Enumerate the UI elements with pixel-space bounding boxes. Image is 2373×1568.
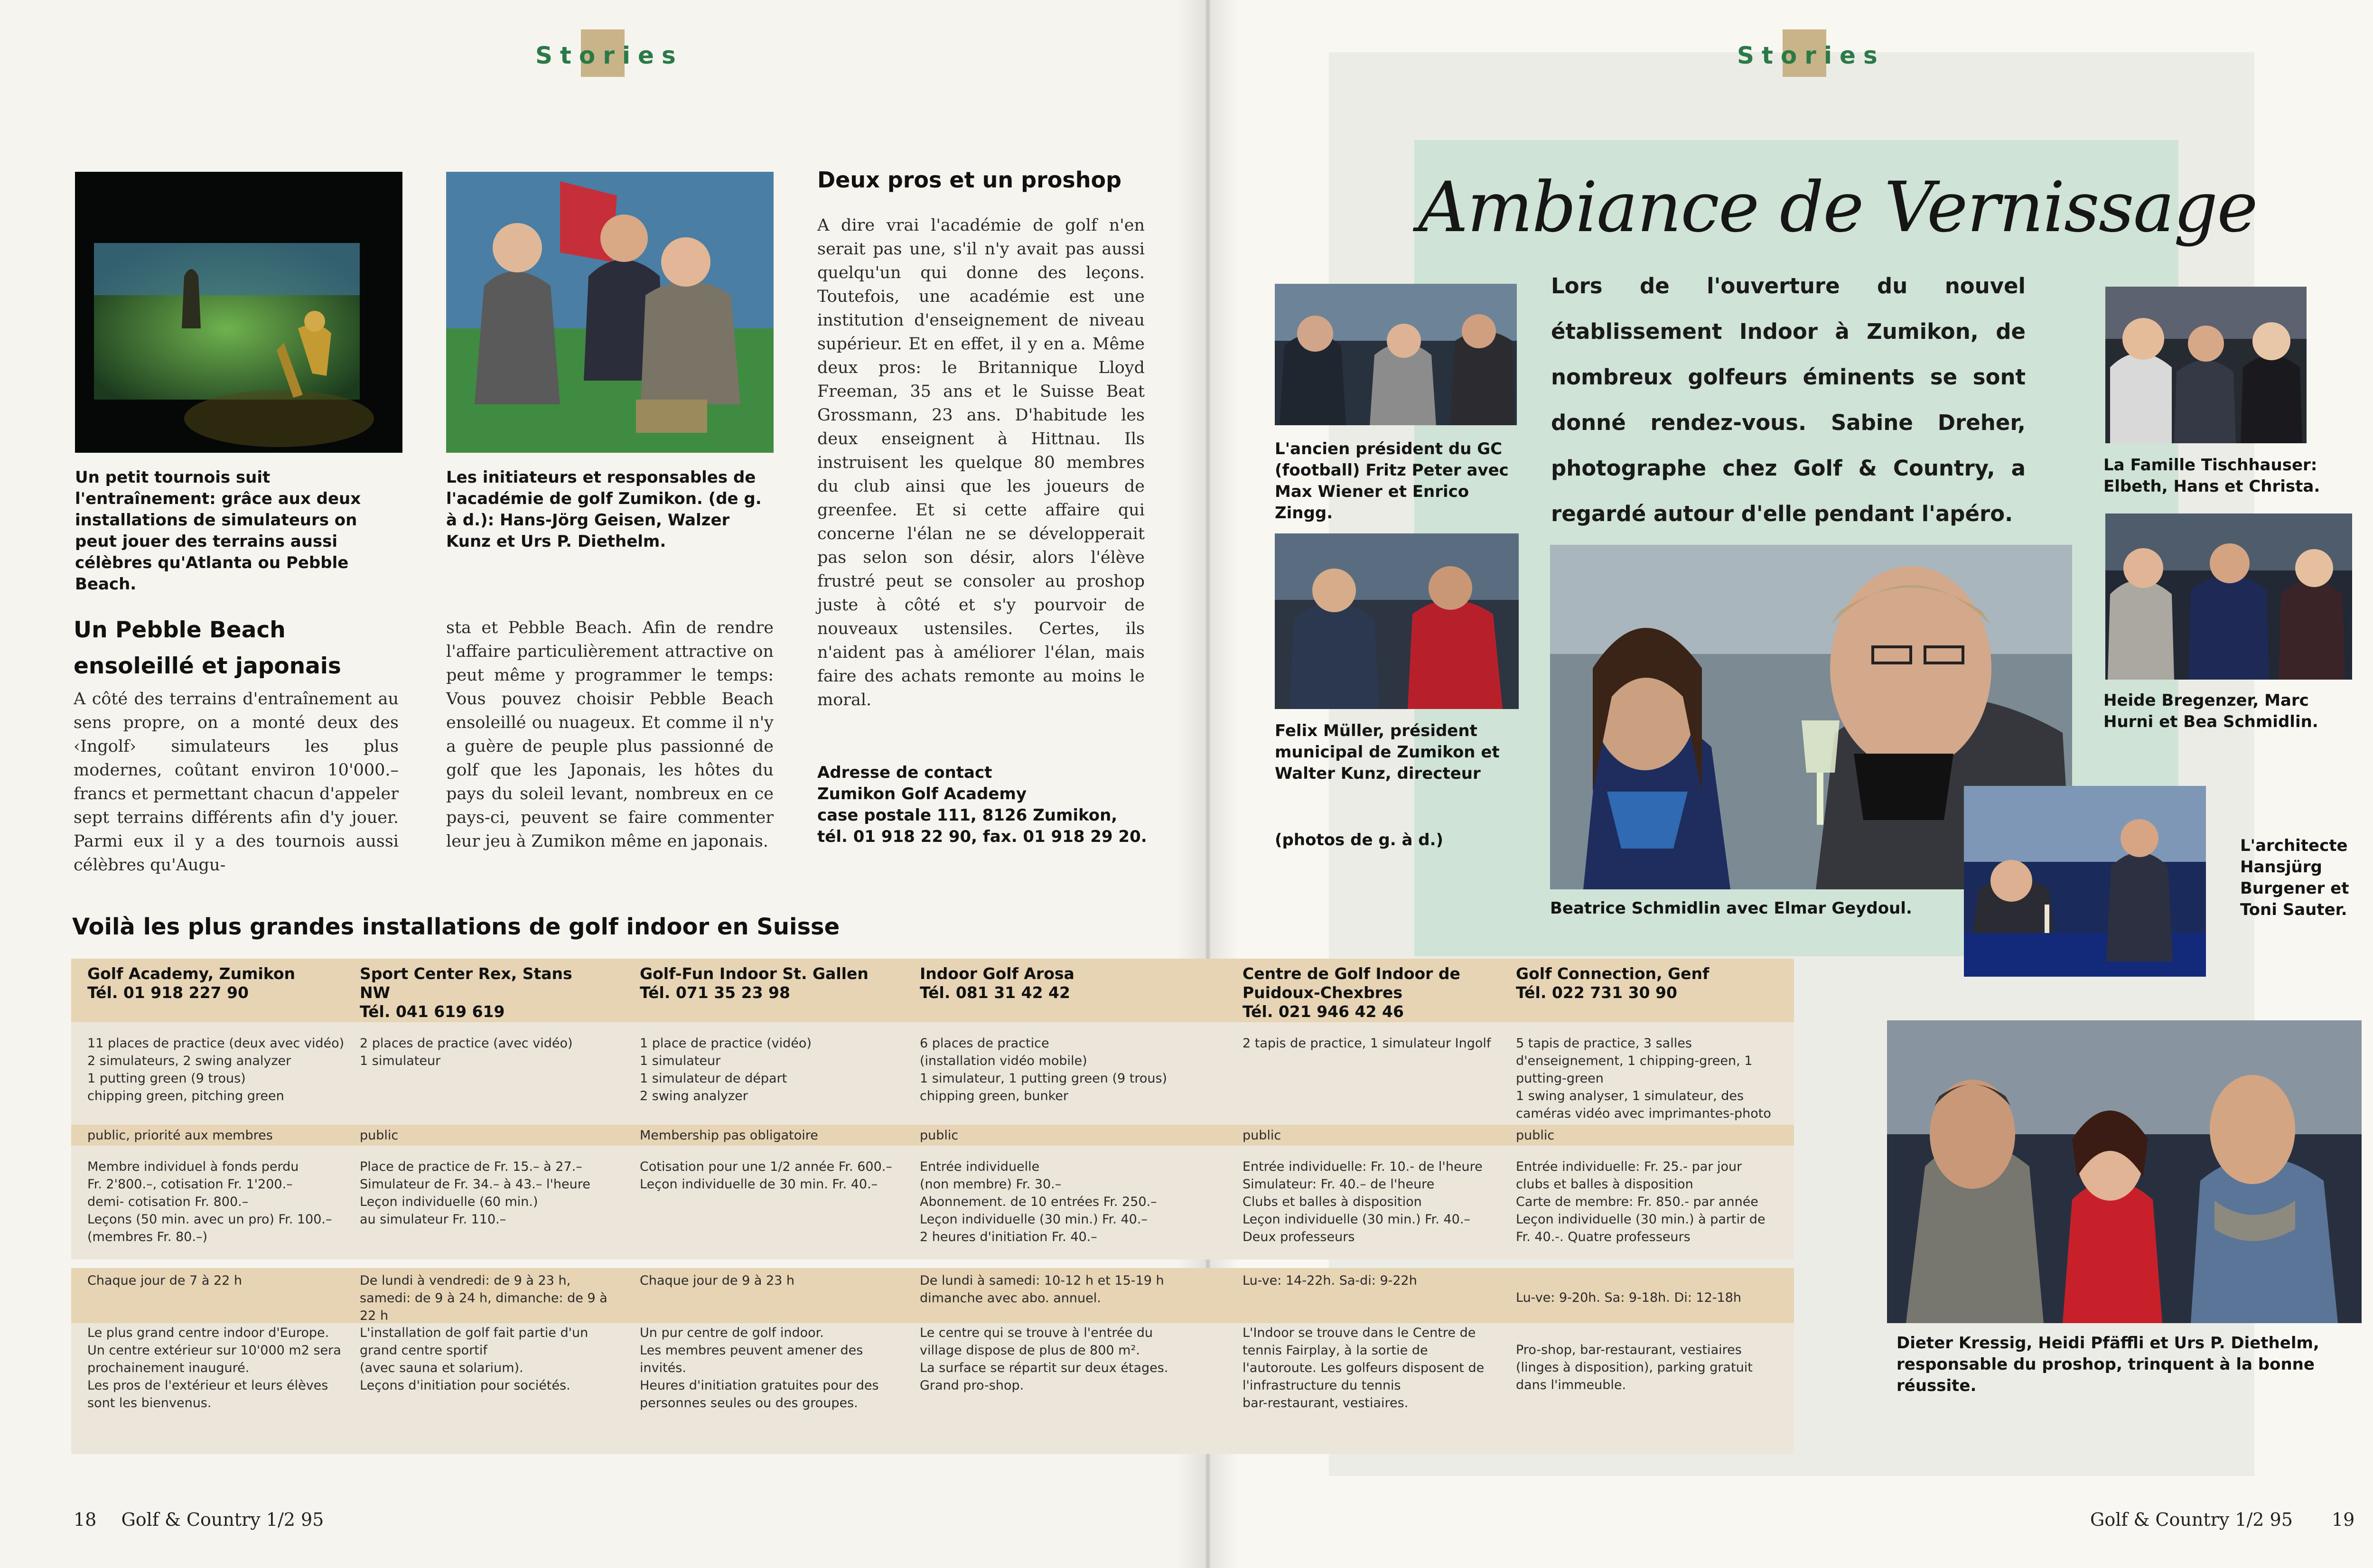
col-head-5 bbox=[1243, 964, 1499, 1021]
cell: De lundi à vendredi: de 9 à 23 h, samedi: de 9 à 24 h, dimanche: de 9 à 22 h bbox=[360, 1273, 607, 1323]
contact-line4: tél. 01 918 22 90, fax. 01 918 29 20. bbox=[817, 827, 1147, 846]
cell: public bbox=[1243, 1128, 1281, 1143]
col-name: Golf Academy, Zumikon bbox=[87, 964, 295, 983]
caption-photo1: Un petit tournois suit l'entraînement: grâce aux deux installations de simulateurs on peut jouer des terrains aussi célèbres qu'Atlanta ou Pebble Beach. bbox=[75, 468, 361, 594]
magazine-name: Golf & Country 1/2 95 bbox=[2090, 1509, 2293, 1530]
cell: public bbox=[360, 1128, 399, 1143]
col-head-4 bbox=[920, 964, 1176, 1002]
cell: Membre individuel à fonds perdu Fr. 2'800.–, cotisation Fr. 1'200.– demi- cotisation Fr. 800.– Leçons (50 min. avec un pro) Fr. 100.– (membres Fr. 80.–) bbox=[87, 1159, 332, 1244]
col-tel: Tél. 071 35 23 98 bbox=[640, 983, 790, 1002]
col-name: Golf Connection, Genf bbox=[1516, 964, 1710, 983]
cell: 6 places de practice (installation vidéo mobile) 1 simulateur, 1 putting green (9 trous) chipping green, bunker bbox=[920, 1036, 1168, 1103]
cell: Lu-ve: 9-20h. Sa: 9-18h. Di: 12-18h bbox=[1516, 1290, 1741, 1305]
article1-heading bbox=[74, 612, 341, 684]
cell: public bbox=[920, 1128, 959, 1143]
col-name: Sport Center Rex, Stans NW bbox=[360, 964, 572, 1002]
cell: L'Indoor se trouve dans le Centre de tennis Fairplay, à la sortie de l'autoroute. Les golfeurs disposent de l'infrastructure du tennis bar-restaurant, vestiaires. bbox=[1243, 1325, 1485, 1410]
section-header bbox=[535, 29, 683, 82]
col-tel: Tél. 01 918 227 90 bbox=[87, 983, 249, 1002]
cell: 2 places de practice (avec vidéo) 1 simulateur bbox=[360, 1036, 573, 1068]
photo-dieter-kressig bbox=[1887, 1020, 2362, 1323]
cell: Chaque jour de 7 à 22 h bbox=[87, 1273, 243, 1288]
cell: De lundi à samedi: 10-12 h et 15-19 h dimanche avec abo. annuel. bbox=[920, 1273, 1164, 1306]
col-name: Indoor Golf Arosa bbox=[920, 964, 1074, 983]
contact-line1: Adresse de contact bbox=[817, 763, 992, 782]
caption-c6: L'architecte Hansjürg Burgener et Toni Sauter. bbox=[2240, 836, 2349, 919]
article1-heading-line1: Un Pebble Beach bbox=[74, 617, 286, 643]
col-tel: Tél. 022 731 30 90 bbox=[1516, 983, 1677, 1002]
contact-line2: Zumikon Golf Academy bbox=[817, 784, 1027, 803]
cell: Un pur centre de golf indoor. Les membres peuvent amener des invités. Heures d'initiation gratuites pour des personnes seules ou des groupes. bbox=[640, 1325, 879, 1410]
magazine-name: Golf & Country 1/2 95 bbox=[121, 1509, 324, 1530]
page-number: 18 bbox=[74, 1509, 97, 1530]
caption-c4: Heide Bregenzer, Marc Hurni et Bea Schmidlin. bbox=[2103, 691, 2318, 731]
article1-column1: A côté des terrains d'entraînement au sens propre, on a monté deux des ‹Ingolf› simulateurs les plus modernes, coûtant environ 10'000.– francs et permettant chacun d'appeler sept terrains différents afin d'y jouer. Parmi eux il y a des tournois aussi célèbres qu'Augu- bbox=[74, 690, 399, 875]
photo-famille-tischhauser bbox=[2105, 287, 2307, 443]
photo-simulator-golfer bbox=[75, 172, 402, 453]
table-title: Voilà les plus grandes installations de golf indoor en Suisse bbox=[72, 914, 840, 940]
caption-c3: La Famille Tischhauser: Elbeth, Hans et Christa. bbox=[2103, 456, 2320, 496]
folio-left bbox=[74, 1509, 324, 1530]
cell: 2 tapis de practice, 1 simulateur Ingolf bbox=[1243, 1036, 1491, 1051]
photo-felix-muller bbox=[1275, 533, 1519, 709]
cell: 5 tapis de practice, 3 salles d'enseignement, 1 chipping-green, 1 putting-green 1 swing analyser, 1 simulateur, des caméras vidéo avec imprimantes-photo bbox=[1516, 1036, 1771, 1121]
photo-president-gc bbox=[1275, 284, 1517, 425]
col-name: Centre de Golf Indoor de Puidoux-Chexbres bbox=[1243, 964, 1460, 1002]
cell: Le plus grand centre indoor d'Europe. Un centre extérieur sur 10'000 m2 sera prochainement inauguré. Les pros de l'extérieur et leurs élèves sont les bienvenus. bbox=[87, 1325, 341, 1410]
cell: Entrée individuelle: Fr. 10.- de l'heure Simulateur: Fr. 40.– de l'heure Clubs et balles à disposition Leçon individuelle (30 min.) Fr. 40.– Deux professeurs bbox=[1243, 1159, 1483, 1244]
col-head-6 bbox=[1516, 964, 1782, 1002]
caption-c7: Dieter Kressig, Heidi Pfäffli et Urs P. Diethelm, responsable du proshop, trinquent à la bonne réussite. bbox=[1897, 1334, 2319, 1395]
cell: Pro-shop, bar-restaurant, vestiaires (linges à disposition), parking gratuit dans l'immeuble. bbox=[1516, 1343, 1753, 1392]
cell: Place de practice de Fr. 15.– à 27.– Simulateur de Fr. 34.– à 43.– l'heure Leçon individuelle (60 min.) au simulateur Fr. 110.– bbox=[360, 1159, 590, 1227]
section-label: Stories bbox=[1737, 42, 1885, 69]
cell: Membership pas obligatoire bbox=[640, 1128, 818, 1143]
col-tel: Tél. 021 946 42 46 bbox=[1243, 1002, 1404, 1021]
cell: public bbox=[1516, 1128, 1555, 1143]
cell: 1 place de practice (vidéo) 1 simulateur 1 simulateur de départ 2 swing analyzer bbox=[640, 1036, 812, 1103]
cell: L'installation de golf fait partie d'un grand centre sportif (avec sauna et solarium). Leçons d'initiation pour sociétés. bbox=[360, 1325, 589, 1393]
cell: Chaque jour de 9 à 23 h bbox=[640, 1273, 795, 1288]
photo-heide-bregenzer bbox=[2105, 513, 2352, 680]
contact-line3: case postale 111, 8126 Zumikon, bbox=[817, 806, 1118, 825]
caption-c1: L'ancien président du GC (football) Fritz Peter avec Max Wiener et Enrico Zingg. bbox=[1275, 439, 1509, 523]
article1-heading-line2: ensoleillé et japonais bbox=[74, 653, 341, 679]
section-header-right bbox=[1737, 29, 1885, 82]
article2-body: A dire vrai l'académie de golf n'en serait pas une, s'il n'y avait pas aussi quelqu'un qui donne des leçons. Toutefois, une académie est une institution d'enseignement de niveau supérieur. Et en effet, il y en a. Même deux pros: le Britannique Lloyd Freeman, 35 ans et le Suisse Beat Grossmann, 23 ans. D'habitude les deux enseignent à Hittnau. Ils instruisent les quelque 80 membres du club ainsi que les joueurs de greenfee. Et si cette affaire qui concerne l'élan ne se développerait pas selon son désir, alors l'élève frustré peut se consoler au proshop juste à côté et s'y pourvoir de nouveaux ustensiles. Certes, ils n'aident pas à améliorer l'élan, mais faire des achats remonte au moins le moral. bbox=[817, 216, 1145, 709]
col-name: Golf-Fun Indoor St. Gallen bbox=[640, 964, 869, 983]
col-head-3 bbox=[640, 964, 896, 1002]
col-tel: Tél. 041 619 619 bbox=[360, 1002, 505, 1021]
cell: public, priorité aux membres bbox=[87, 1128, 273, 1143]
cell: Entrée individuelle: Fr. 25.- par jour clubs et balles à disposition Carte de membre: Fr. 850.- par année Leçon individuelle (30 min.) à partir de Fr. 40.-. Quatre professeurs bbox=[1516, 1159, 1766, 1244]
section-label: Stories bbox=[535, 42, 683, 69]
caption-photo2: Les initiateurs et responsables de l'académie de golf Zumikon. (de g. à d.): Hans-Jörg Geisen, Walzer Kunz et Urs P. Diethelm. bbox=[446, 468, 762, 551]
contact-block bbox=[817, 762, 1178, 848]
cell: Entrée individuelle (non membre) Fr. 30.– Abonnement. de 10 entrées Fr. 250.– Leçon individuelle (30 min.) Fr. 40.– 2 heures d'initiation Fr. 40.– bbox=[920, 1159, 1157, 1244]
col-head-2 bbox=[360, 964, 607, 1021]
photo-architecte bbox=[1964, 786, 2206, 977]
photo-academy-founders bbox=[446, 172, 774, 453]
cell: Lu-ve: 14-22h. Sa-di: 9-22h bbox=[1243, 1273, 1417, 1288]
cell: Le centre qui se trouve à l'entrée du village dispose de plus de 800 m². La surface se répartit sur deux étages. Grand pro-shop. bbox=[920, 1325, 1168, 1393]
folio-right bbox=[2090, 1509, 2354, 1530]
article-title: Ambiance de Vernissage bbox=[1418, 167, 2257, 248]
cell: Cotisation pour une 1/2 année Fr. 600.– Leçon individuelle de 30 min. Fr. 40.– bbox=[640, 1159, 892, 1192]
article1-column2: sta et Pebble Beach. Afin de rendre l'affaire particulièrement attractive on peut même y programmer le temps: Vous pouvez choisir Pebble Beach ensoleillé ou nuageux. Et comme il n'y a guère de peuple plus passionné de golf que les Japonais, les hôtes du pays du soleil levant, nombreux en ce pays-ci, peuvent se faire commenter leur jeu à Zumikon même en japonais. bbox=[446, 618, 774, 851]
cell: 11 places de practice (deux avec vidéo) 2 simulateurs, 2 swing analyzer 1 putting green (9 trous) chipping green, pitching green bbox=[87, 1036, 345, 1103]
page-number: 19 bbox=[2332, 1509, 2355, 1530]
caption-c2: Felix Müller, président municipal de Zumikon et Walter Kunz, directeur bbox=[1275, 721, 1500, 783]
col-tel: Tél. 081 31 42 42 bbox=[920, 983, 1070, 1002]
article-lead: Lors de l'ouverture du nouvel établissement Indoor à Zumikon, de nombreux golfeurs éminents se sont donné rendez-vous. Sabine Dreher, photographe chez Golf & Country, a regardé autour d'elle pendant l'apéro. bbox=[1551, 273, 2026, 526]
article2-heading: Deux pros et un proshop bbox=[817, 167, 1122, 193]
col-head-1 bbox=[87, 964, 334, 1002]
caption-c5: Beatrice Schmidlin avec Elmar Geydoul. bbox=[1550, 899, 1912, 918]
caption-c2-credit: (photos de g. à d.) bbox=[1275, 831, 1444, 849]
